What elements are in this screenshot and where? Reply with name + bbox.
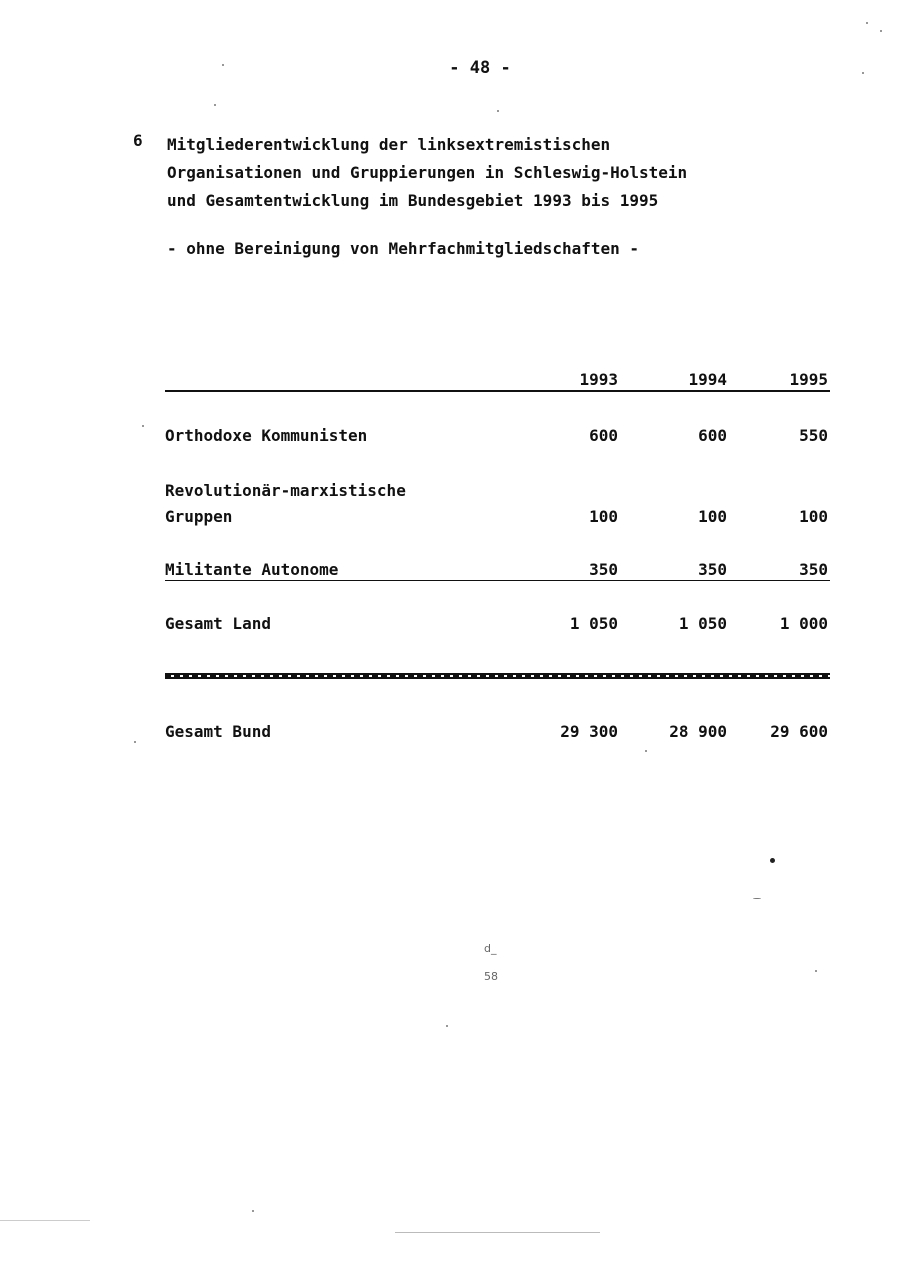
row-value-1994: 1 050 — [678, 614, 727, 633]
page-number: - 48 - — [449, 58, 511, 78]
scan-speck — [770, 858, 775, 863]
row-value-1995: 29 600 — [770, 722, 828, 741]
row-value-1993: 1 050 — [569, 614, 618, 633]
sum-rule — [165, 580, 830, 581]
row-label: Orthodoxe Kommunisten — [165, 426, 368, 445]
scan-speck — [815, 970, 817, 972]
row-label: Militante Autonome — [165, 560, 339, 579]
year-header-1994: 1994 — [688, 370, 727, 389]
scan-edge-line — [395, 1232, 600, 1233]
section-title-line-1: Mitgliederentwicklung der linksextremistischen — [167, 135, 611, 154]
row-label: Gesamt Bund — [165, 722, 271, 741]
row-label: Gesamt Land — [165, 614, 271, 633]
double-separator-rule — [165, 673, 830, 679]
row-value-1995: 350 — [799, 560, 828, 579]
scan-speck — [880, 30, 882, 32]
scan-mark: 58 — [484, 970, 498, 983]
header-rule — [165, 390, 830, 392]
year-header-1995: 1995 — [789, 370, 828, 389]
scan-speck — [214, 104, 216, 106]
row-value-1994: 28 900 — [669, 722, 727, 741]
row-value-1993: 350 — [589, 560, 618, 579]
row-value-1993: 29 300 — [560, 722, 618, 741]
scan-speck — [866, 22, 868, 24]
row-value-1995: 550 — [799, 426, 828, 445]
scan-mark: d_ — [484, 942, 497, 955]
row-value-1994: 600 — [698, 426, 727, 445]
row-value-1993: 100 — [589, 507, 618, 526]
scan-speck — [446, 1025, 448, 1027]
scan-speck — [862, 72, 864, 74]
year-header-1993: 1993 — [579, 370, 618, 389]
row-label-continued: Gruppen — [165, 507, 233, 526]
row-value-1995: 1 000 — [779, 614, 828, 633]
section-subtitle: - ohne Bereinigung von Mehrfachmitgliedschaften - — [167, 239, 640, 258]
scan-speck — [252, 1210, 254, 1212]
row-value-1994: 350 — [698, 560, 727, 579]
scan-speck — [222, 64, 224, 66]
row-label: Revolutionär-marxistische — [165, 481, 406, 500]
scan-speck — [645, 750, 647, 752]
section-title-line-3: und Gesamtentwicklung im Bundesgebiet 1993 bis 1995 — [167, 191, 659, 210]
section-title-line-2: Organisationen und Gruppierungen in Schleswig-Holstein — [167, 163, 688, 182]
scan-speck — [497, 110, 499, 112]
row-value-1994: 100 — [698, 507, 727, 526]
scan-speck — [142, 425, 144, 427]
row-value-1993: 600 — [589, 426, 618, 445]
scan-edge-line — [0, 1220, 90, 1221]
scan-speck — [753, 898, 761, 899]
scan-speck — [134, 741, 136, 743]
section-title — [167, 131, 687, 215]
row-value-1995: 100 — [799, 507, 828, 526]
section-number: 6 — [133, 131, 143, 150]
